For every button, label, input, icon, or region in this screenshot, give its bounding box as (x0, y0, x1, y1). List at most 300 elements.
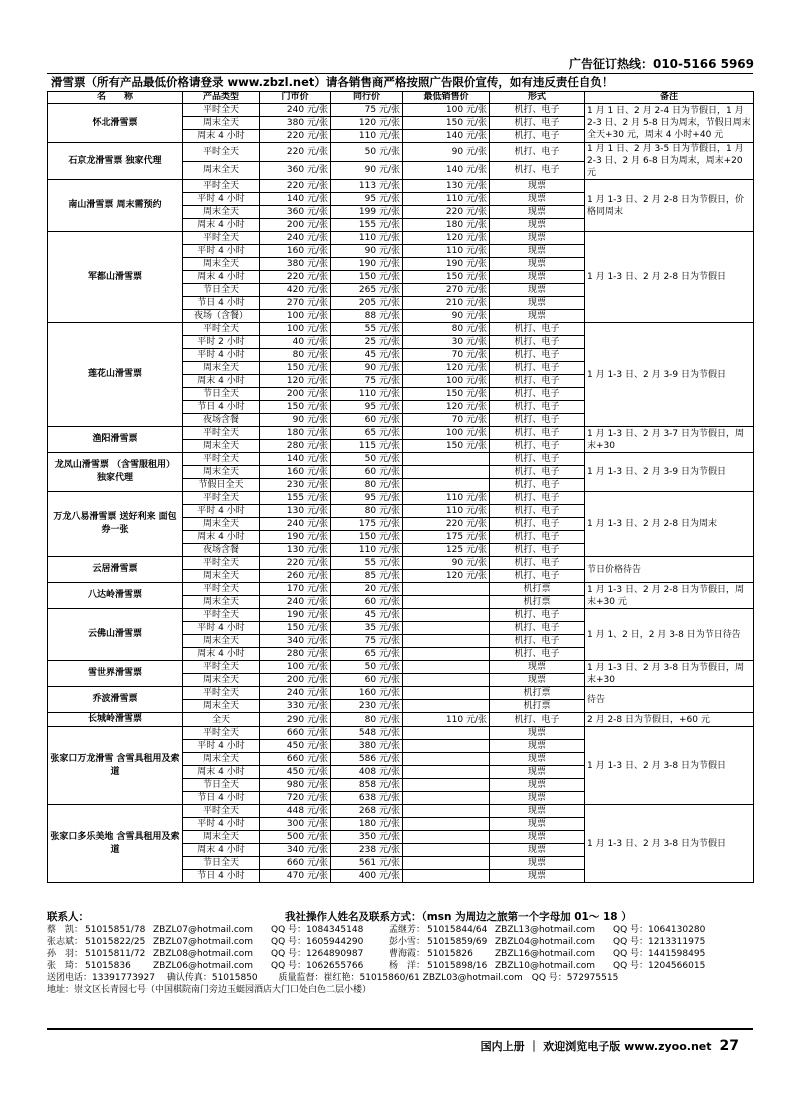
ticket-type: 周末全天 (183, 753, 260, 766)
trade-price: 190 元/张 (331, 258, 403, 271)
contact-qq: QQ 号：1264890987 (271, 949, 364, 959)
trade-price: 110 元/张 (331, 544, 403, 557)
min-price: 150 元/张 (403, 271, 490, 284)
resort-name: 云佛山滑雪票 (48, 609, 183, 661)
ticket-form: 现票 (490, 284, 585, 297)
retail-price: 448 元/张 (260, 805, 331, 818)
ticket-type: 周末 4 小时 (183, 766, 260, 779)
contact-msn: ZBZL13@hotmail.com (495, 925, 596, 935)
contact-name: 彭小雪： (389, 937, 426, 947)
min-price (403, 661, 490, 674)
footer-caption: 国内上册 ｜ 欢迎浏览电子版 www.zyoo.net (480, 1040, 712, 1053)
ticket-form: 机打、电子 (490, 362, 585, 375)
ticket-form: 机打、电子 (490, 117, 585, 130)
trade-price: 55 元/张 (331, 323, 403, 336)
min-price: 220 元/张 (403, 206, 490, 219)
col-header-form: 形式 (490, 92, 585, 104)
retail-price: 280 元/张 (260, 440, 331, 453)
ticket-form: 机打、电子 (490, 544, 585, 557)
resort-note: 1 月 1-3 日、2 月 2-8 日为周末 (585, 492, 754, 557)
trade-price: 408 元/张 (331, 766, 403, 779)
ticket-type: 节假日全天 (183, 479, 260, 492)
ticket-type: 夜场含餐 (183, 414, 260, 427)
min-price: 110 元/张 (403, 193, 490, 206)
min-price: 120 元/张 (403, 570, 490, 583)
ticket-form: 现票 (490, 779, 585, 792)
ticket-type: 周末全天 (183, 440, 260, 453)
trade-price: 110 元/张 (331, 388, 403, 401)
contact-row (47, 936, 753, 948)
min-price: 70 元/张 (403, 349, 490, 362)
retail-price: 240 元/张 (260, 518, 331, 531)
resort-name: 云居滑雪票 (48, 557, 183, 583)
resort-name: 莲花山滑雪票 (48, 323, 183, 427)
ticket-type: 节日全天 (183, 388, 260, 401)
min-price: 210 元/张 (403, 297, 490, 310)
ticket-form: 现票 (490, 727, 585, 740)
ticket-type: 平时 4 小时 (183, 349, 260, 362)
ticket-type: 周末 4 小时 (183, 271, 260, 284)
retail-price: 170 元/张 (260, 583, 331, 596)
trade-price: 50 元/张 (331, 453, 403, 466)
table-row (48, 727, 754, 740)
trade-price: 60 元/张 (331, 674, 403, 687)
retail-price: 360 元/张 (260, 161, 331, 180)
min-price: 110 元/张 (403, 245, 490, 258)
ticket-type: 平时全天 (183, 661, 260, 674)
contact-phone: 51015851/78 (85, 925, 146, 935)
trade-price: 60 元/张 (331, 414, 403, 427)
contact-msn: ZBZL04@hotmail.com (495, 937, 596, 947)
retail-price: 230 元/张 (260, 479, 331, 492)
ticket-price-section (47, 73, 753, 883)
retail-price: 380 元/张 (260, 117, 331, 130)
ticket-form: 机打、电子 (490, 492, 585, 505)
ticket-form: 机打、电子 (490, 622, 585, 635)
min-price (403, 609, 490, 622)
trade-price: 75 元/张 (331, 104, 403, 117)
ticket-form: 机打、电子 (490, 440, 585, 453)
ticket-type: 平时全天 (183, 805, 260, 818)
min-price (403, 844, 490, 857)
ticket-form: 机打、电子 (490, 161, 585, 180)
ticket-type: 节日 4 小时 (183, 401, 260, 414)
resort-name: 乔波滑雪票 (48, 687, 183, 713)
trade-price: 858 元/张 (331, 779, 403, 792)
min-price: 220 元/张 (403, 518, 490, 531)
ticket-form: 机打、电子 (490, 531, 585, 544)
table-row (48, 427, 754, 440)
ticket-type: 周末 4 小时 (183, 375, 260, 388)
ticket-type: 夜场含餐 (183, 544, 260, 557)
min-price (403, 740, 490, 753)
min-price: 90 元/张 (403, 557, 490, 570)
retail-price: 100 元/张 (260, 661, 331, 674)
section-headline: 滑雪票（所有产品最低价格请登录 www.zbzl.net）请各销售商严格按照广告限价宣传，如有违反责任自负！ (47, 73, 753, 91)
ticket-type: 周末全天 (183, 570, 260, 583)
ticket-form: 现票 (490, 206, 585, 219)
resort-name: 张家口万龙滑雪 含雪具租用及索道 (48, 727, 183, 805)
ticket-type: 平时全天 (183, 323, 260, 336)
col-header-trade: 同行价 (331, 92, 403, 104)
ticket-type: 平时 4 小时 (183, 245, 260, 258)
contact-qq: QQ 号：1062655766 (271, 961, 364, 971)
min-price: 110 元/张 (403, 492, 490, 505)
ticket-type: 平时全天 (183, 583, 260, 596)
contact-msn: ZBZL08@hotmail.com (153, 949, 254, 959)
trade-price: 268 元/张 (331, 805, 403, 818)
contact-row (47, 924, 753, 936)
resort-name: 龙凤山滑雪票 （含雪服租用） 独家代理 (48, 453, 183, 492)
min-price: 90 元/张 (403, 310, 490, 323)
retail-price: 240 元/张 (260, 232, 331, 245)
ticket-form: 机打、电子 (490, 479, 585, 492)
resort-name: 雪世界滑雪票 (48, 661, 183, 687)
min-price (403, 453, 490, 466)
page-number: 27 (719, 1038, 739, 1054)
retail-price: 90 元/张 (260, 414, 331, 427)
trade-price: 25 元/张 (331, 336, 403, 349)
ticket-form: 机打、电子 (490, 713, 585, 727)
contact-msn: ZBZL07@hotmail.com (153, 925, 254, 935)
contact-name: 张志斌： (47, 937, 84, 947)
trade-price: 586 元/张 (331, 753, 403, 766)
ticket-form: 机打、电子 (490, 130, 585, 143)
min-price: 190 元/张 (403, 258, 490, 271)
trade-price: 120 元/张 (331, 117, 403, 130)
trade-price: 65 元/张 (331, 648, 403, 661)
ticket-form: 机打、电子 (490, 414, 585, 427)
ticket-form: 机打、电子 (490, 104, 585, 117)
resort-note: 2 月 2-8 日为节假日，+60 元 (585, 713, 754, 727)
retail-price: 270 元/张 (260, 297, 331, 310)
contact-qq: QQ 号：1213311975 (613, 937, 706, 947)
table-row (48, 143, 754, 162)
table-row (48, 104, 754, 117)
trade-price: 400 元/张 (331, 870, 403, 883)
retail-price: 220 元/张 (260, 271, 331, 284)
retail-price: 120 元/张 (260, 375, 331, 388)
ticket-form: 机打票 (490, 596, 585, 609)
service-phone-text: 送团电话：13391773927 确认传真：51015850 质量监督：崔红艳：51015860/61 ZBZL03@hotmail.com QQ 号：572975515 (47, 973, 619, 983)
ticket-form: 机打、电子 (490, 388, 585, 401)
page-footer (47, 1028, 753, 1054)
trade-price: 110 元/张 (331, 232, 403, 245)
table-header-row (48, 92, 754, 104)
ticket-type: 周末全天 (183, 518, 260, 531)
resort-note: 待告 (585, 687, 754, 713)
contact-name: 曹海霞： (389, 949, 426, 959)
ticket-type: 节日 4 小时 (183, 297, 260, 310)
ad-hotline: 广告征订热线：010-5166 5969 (568, 57, 754, 71)
contacts-title-row (47, 911, 753, 924)
resort-note: 1 月 1-3 日、2 月 2-8 日为节假日，价格同周末 (585, 180, 754, 232)
min-price: 270 元/张 (403, 284, 490, 297)
ticket-form: 现票 (490, 271, 585, 284)
ticket-type: 平时全天 (183, 687, 260, 700)
resort-name: 军都山滑雪票 (48, 232, 183, 323)
ticket-type: 平时全天 (183, 453, 260, 466)
ticket-type: 周末 4 小时 (183, 648, 260, 661)
contact-row (47, 960, 753, 972)
ticket-type: 周末 4 小时 (183, 844, 260, 857)
retail-price: 450 元/张 (260, 766, 331, 779)
ticket-type: 周末 4 小时 (183, 130, 260, 143)
min-price: 125 元/张 (403, 544, 490, 557)
retail-price: 130 元/张 (260, 505, 331, 518)
retail-price: 290 元/张 (260, 713, 331, 727)
min-price (403, 700, 490, 713)
ticket-form: 机打、电子 (490, 349, 585, 362)
ticket-type: 节日全天 (183, 284, 260, 297)
table-row (48, 687, 754, 700)
retail-price: 660 元/张 (260, 727, 331, 740)
retail-price: 200 元/张 (260, 219, 331, 232)
trade-price: 55 元/张 (331, 557, 403, 570)
contact-service-line (47, 972, 753, 984)
ticket-form: 机打、电子 (490, 401, 585, 414)
min-price: 30 元/张 (403, 336, 490, 349)
resort-name: 石京龙滑雪票 独家代理 (48, 143, 183, 180)
resort-name: 怀北滑雪票 (48, 104, 183, 143)
trade-price: 35 元/张 (331, 622, 403, 635)
retail-price: 190 元/张 (260, 609, 331, 622)
trade-price: 160 元/张 (331, 687, 403, 700)
table-row (48, 557, 754, 570)
ticket-form: 现票 (490, 297, 585, 310)
ticket-form: 机打票 (490, 700, 585, 713)
col-header-retail: 门市价 (260, 92, 331, 104)
trade-price: 45 元/张 (331, 349, 403, 362)
ticket-type: 平时 4 小时 (183, 740, 260, 753)
ticket-type: 平时全天 (183, 180, 260, 193)
resort-note: 1 月 1-3 日、2 月 3-8 日为节假日 (585, 727, 754, 805)
trade-price: 50 元/张 (331, 143, 403, 162)
table-row (48, 661, 754, 674)
ticket-type: 周末全天 (183, 206, 260, 219)
ticket-type: 平时全天 (183, 609, 260, 622)
ticket-type: 平时全天 (183, 143, 260, 162)
min-price (403, 792, 490, 805)
resort-name: 八达岭滑雪票 (48, 583, 183, 609)
table-row (48, 323, 754, 336)
trade-price: 88 元/张 (331, 310, 403, 323)
trade-price: 80 元/张 (331, 713, 403, 727)
retail-price: 300 元/张 (260, 818, 331, 831)
trade-price: 90 元/张 (331, 161, 403, 180)
col-header-type: 产品类型 (183, 92, 260, 104)
resort-name: 万龙八易滑雪票 送好利来 面包券一张 (48, 492, 183, 557)
min-price: 120 元/张 (403, 232, 490, 245)
retail-price: 200 元/张 (260, 388, 331, 401)
ticket-type: 节日 4 小时 (183, 870, 260, 883)
resort-note: 1 月 1-3 日、2 月 3-9 日为节假日 (585, 323, 754, 427)
table-row (48, 453, 754, 466)
contact-name: 蔡 凯： (47, 925, 84, 935)
contact-qq: QQ 号：1204566015 (613, 961, 706, 971)
ticket-type: 平时全天 (183, 492, 260, 505)
ticket-form: 机打票 (490, 583, 585, 596)
trade-price: 155 元/张 (331, 219, 403, 232)
ticket-form: 现票 (490, 258, 585, 271)
retail-price: 420 元/张 (260, 284, 331, 297)
retail-price: 40 元/张 (260, 336, 331, 349)
trade-price: 175 元/张 (331, 518, 403, 531)
retail-price: 450 元/张 (260, 740, 331, 753)
retail-price: 220 元/张 (260, 130, 331, 143)
trade-price: 95 元/张 (331, 492, 403, 505)
trade-price: 60 元/张 (331, 466, 403, 479)
contact-qq: QQ 号：1064130280 (613, 925, 706, 935)
contact-name: 孟继芳： (389, 925, 426, 935)
trade-price: 561 元/张 (331, 857, 403, 870)
contact-name: 张 琦： (47, 961, 84, 971)
table-row (48, 232, 754, 245)
ticket-type: 平时全天 (183, 104, 260, 117)
min-price: 120 元/张 (403, 362, 490, 375)
footer-text-wrap (481, 1038, 739, 1054)
resort-name: 渔阳滑雪票 (48, 427, 183, 453)
trade-price: 75 元/张 (331, 375, 403, 388)
resort-note: 1 月 1-3 日、2 月 3-7 日为节假日，周末+30 (585, 427, 754, 453)
trade-price: 20 元/张 (331, 583, 403, 596)
min-price: 180 元/张 (403, 219, 490, 232)
min-price (403, 779, 490, 792)
min-price (403, 818, 490, 831)
resort-name: 南山滑雪票 周末需预约 (48, 180, 183, 232)
trade-price: 638 元/张 (331, 792, 403, 805)
min-price: 120 元/张 (403, 401, 490, 414)
contact-phone: 51015844/64 (427, 925, 488, 935)
retail-price: 500 元/张 (260, 831, 331, 844)
contacts-title: 我社操作人姓名及联系方式：（msn 为周边之旅第一个字母加 01～ 18 ） (285, 911, 632, 923)
ticket-form: 机打、电子 (490, 375, 585, 388)
min-price (403, 805, 490, 818)
trade-price: 85 元/张 (331, 570, 403, 583)
min-price: 150 元/张 (403, 117, 490, 130)
min-price (403, 583, 490, 596)
retail-price: 160 元/张 (260, 245, 331, 258)
ticket-type: 夜场（含餐） (183, 310, 260, 323)
retail-price: 240 元/张 (260, 596, 331, 609)
ticket-form: 机打、电子 (490, 505, 585, 518)
ticket-type: 周末全天 (183, 117, 260, 130)
contact-qq: QQ 号：1605944290 (271, 937, 364, 947)
contact-phone: 51015898/16 (427, 961, 488, 971)
contact-name: 杨 洋： (389, 961, 426, 971)
table-row (48, 492, 754, 505)
table-row (48, 180, 754, 193)
trade-price: 199 元/张 (331, 206, 403, 219)
trade-price: 180 元/张 (331, 818, 403, 831)
trade-price: 80 元/张 (331, 479, 403, 492)
ticket-form: 现票 (490, 805, 585, 818)
trade-price: 115 元/张 (331, 440, 403, 453)
ticket-type: 平时 4 小时 (183, 622, 260, 635)
contacts-section (47, 911, 753, 996)
contact-qq: QQ 号：1084345148 (271, 925, 364, 935)
ski-ticket-table (47, 91, 754, 883)
trade-price: 75 元/张 (331, 635, 403, 648)
retail-price: 180 元/张 (260, 427, 331, 440)
table-row (48, 713, 754, 727)
trade-price: 95 元/张 (331, 193, 403, 206)
contact-msn: ZBZL16@hotmail.com (495, 949, 596, 959)
col-header-note: 备注 (585, 92, 754, 104)
ticket-type: 周末全天 (183, 258, 260, 271)
retail-price: 160 元/张 (260, 466, 331, 479)
ticket-form: 现票 (490, 870, 585, 883)
retail-price: 140 元/张 (260, 453, 331, 466)
trade-price: 238 元/张 (331, 844, 403, 857)
ticket-type: 周末 4 小时 (183, 531, 260, 544)
address-line (47, 984, 753, 996)
resort-note: 1 月 1-3 日、2 月 2-8 日为节假日 (585, 232, 754, 323)
ticket-form: 现票 (490, 245, 585, 258)
ticket-form: 现票 (490, 180, 585, 193)
min-price: 100 元/张 (403, 104, 490, 117)
min-price (403, 727, 490, 740)
trade-price: 45 元/张 (331, 609, 403, 622)
ticket-form: 机打、电子 (490, 557, 585, 570)
retail-price: 220 元/张 (260, 143, 331, 162)
ticket-type: 平时全天 (183, 727, 260, 740)
ticket-form: 机打、电子 (490, 635, 585, 648)
ticket-type: 周末全天 (183, 362, 260, 375)
trade-price: 230 元/张 (331, 700, 403, 713)
ticket-type: 全天 (183, 713, 260, 727)
resort-name: 长城岭滑雪票 (48, 713, 183, 727)
ticket-type: 周末全天 (183, 466, 260, 479)
ticket-type: 平时 2 小时 (183, 336, 260, 349)
contact-name: 孙 羽： (47, 949, 84, 959)
min-price: 80 元/张 (403, 323, 490, 336)
contact-row (47, 948, 753, 960)
retail-price: 240 元/张 (260, 104, 331, 117)
retail-price: 200 元/张 (260, 674, 331, 687)
min-price (403, 479, 490, 492)
ticket-form: 机打、电子 (490, 466, 585, 479)
contact-qq: QQ 号：1441598495 (613, 949, 706, 959)
min-price: 70 元/张 (403, 414, 490, 427)
trade-price: 350 元/张 (331, 831, 403, 844)
min-price (403, 831, 490, 844)
ticket-type: 周末全天 (183, 596, 260, 609)
retail-price: 150 元/张 (260, 401, 331, 414)
ticket-form: 现票 (490, 753, 585, 766)
ticket-type: 平时 4 小时 (183, 505, 260, 518)
col-header-name: 名 称 (48, 92, 183, 104)
contact-msn: ZBZL06@hotmail.com (153, 961, 254, 971)
min-price (403, 674, 490, 687)
ticket-form: 机打、电子 (490, 648, 585, 661)
ticket-type: 周末全天 (183, 831, 260, 844)
resort-note: 1 月 1 日、2 月 3-5 日为节假日，1 月 2-3 日、2 月 6-8 日为周末，周末+20 元 (585, 143, 754, 180)
ticket-type: 节日全天 (183, 857, 260, 870)
ticket-form: 机打票 (490, 687, 585, 700)
min-price (403, 648, 490, 661)
resort-name: 张家口多乐美地 含雪具租用及索道 (48, 805, 183, 883)
contact-phone: 51015826 (427, 949, 473, 959)
ticket-type: 平时 4 小时 (183, 193, 260, 206)
address-text: 地址：崇文区长青园七号（中国棋院南门旁边玉蜓园酒店大门口处白色二层小楼） (47, 985, 372, 995)
trade-price: 60 元/张 (331, 596, 403, 609)
min-price: 100 元/张 (403, 375, 490, 388)
ticket-form: 现票 (490, 792, 585, 805)
ticket-form: 机打、电子 (490, 518, 585, 531)
ticket-form: 现票 (490, 193, 585, 206)
trade-price: 90 元/张 (331, 362, 403, 375)
